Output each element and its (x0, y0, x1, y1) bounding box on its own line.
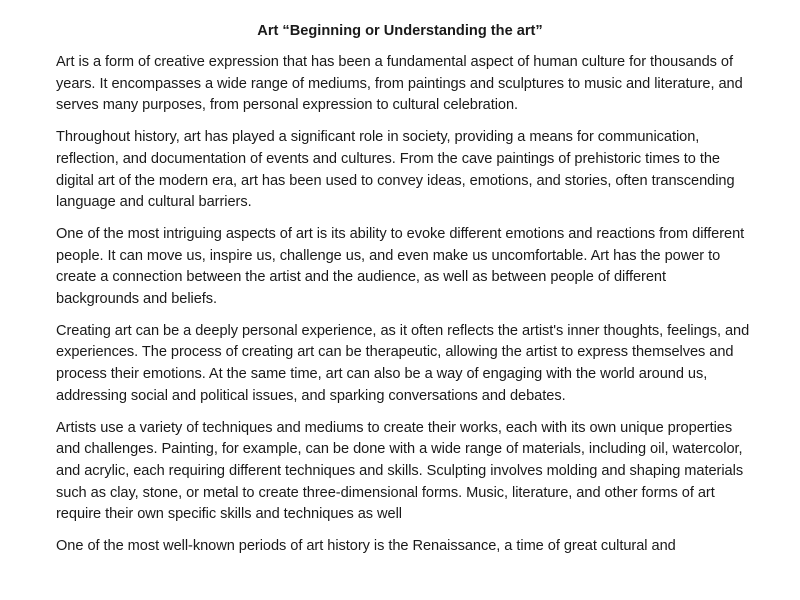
paragraph-5: Artists use a variety of techniques and mediums to create their works, each with its own unique properties and challenges. Painting, for example, can be done with a wide range of materials, including oil, watercolor, and acrylic, each requiring different techniques and skills. Sculpting involves molding and shaping materials such as clay, stone, or metal to create three-dimensional forms. Music, literature, and other forms of art require their own specific skills and techniques as well (56, 419, 744, 523)
paragraph-4: Creating art can be a deeply personal experience, as it often reflects the artist's inner thoughts, feelings, and experiences. The process of creating art can be therapeutic, allowing the artist to express themselves and process their emotions. At the same time, art can also be a way of engaging with the world around us, addressing social and political issues, and sparking conversations and debates. (56, 322, 750, 404)
document-title: Art “Beginning or Understanding the art” (257, 23, 543, 39)
paragraph-1: Art is a form of creative expression that has been a fundamental aspect of human culture for thousands of years. It encompasses a wide range of mediums, from paintings and sculptures to music and literature, and serves many purposes, from personal expression to cultural celebration. (56, 54, 743, 114)
paragraph-2: Throughout history, art has played a significant role in society, providing a means for communication, reflection, and documentation of events and cultures. From the cave paintings of prehistoric times to the digital art of the modern era, art has been used to convey ideas, emotions, and stories, often transcending language and cultural barriers. (56, 129, 735, 211)
paragraph-3: One of the most intriguing aspects of art is its ability to evoke different emotions and reactions from different people. It can move us, inspire us, challenge us, and even make us uncomfortable. Art has the power to create a connection between the artist and the audience, as well as between people of different backgrounds and beliefs. (56, 225, 745, 308)
document-body (56, 52, 752, 568)
paragraph-6: One of the most well-known periods of art history is the Renaissance, a time of great cultural and (56, 538, 676, 555)
